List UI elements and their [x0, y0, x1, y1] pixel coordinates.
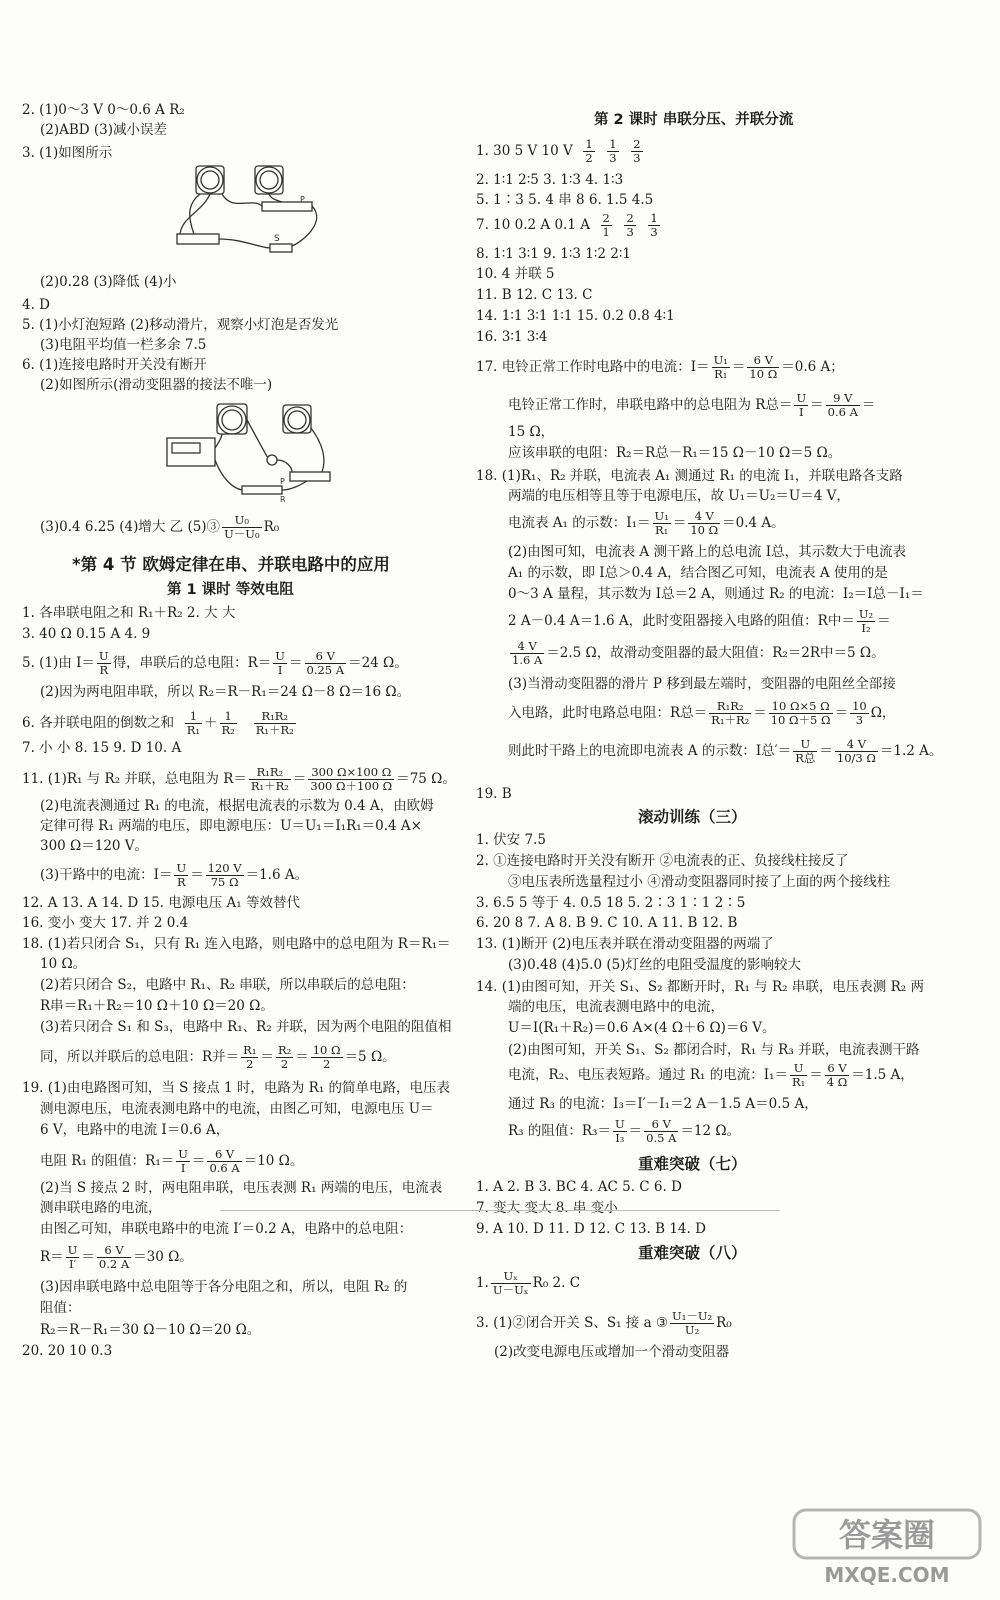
- lesson-title: 第 1 课时 等效电阻: [167, 582, 294, 598]
- answer-line: 同，所以并联后的总电阻：R并＝ $\frac{\text{R₁}}{2}$ ＝ $\frac{\text{R₂}}{2}$ ＝ $\frac{10 \Omega}{2}$ ＝5 Ω。: [40, 1043, 396, 1071]
- answer-line: 1. $\frac{\text{Uₓ}}{\text{U－Uₓ}}$ R₀ 2. C: [476, 1269, 581, 1297]
- svg-text:R: R: [280, 495, 286, 504]
- answer-line: 1. 各串联电阻之和 R₁＋R₂ 2. 大 大: [22, 605, 236, 621]
- answer-line: 15 Ω，: [508, 424, 555, 440]
- section-title: 重难突破（七）: [638, 1155, 747, 1173]
- answer-line: 7. 10 0.2 A 0.1 A $\frac{2}{1}$ $\frac{2}{3}$ $\frac{1}{3}$: [476, 211, 658, 239]
- svg-text:P: P: [280, 477, 285, 486]
- answer-line: 19. B: [476, 786, 512, 802]
- lesson-title: 第 2 课时 串联分压、并联分流: [594, 112, 794, 128]
- answer-line: 6. 各并联电阻的倒数之和 $\frac{1}{\text{R₁}}$ ＋ $\frac{1}{\text{R₂}}$ $\frac{\text{R₁R₂}}{\text{R₁＋R₂}}$: [22, 709, 294, 737]
- answer-line: 16. 变小 变大 17. 并 2 0.4: [22, 915, 189, 931]
- answer-line: 9. A 10. D 11. D 12. C 13. B 14. D: [476, 1221, 706, 1237]
- watermark-line1: 答案圈: [838, 1516, 936, 1554]
- answer-line: 11. B 12. C 13. C: [476, 287, 593, 303]
- section-title: *第 4 节 欧姆定律在串、并联电路中的应用: [72, 555, 390, 574]
- circuit-diagram-1: [172, 162, 332, 262]
- section-title: 滚动训练（三）: [638, 808, 747, 826]
- answer-line: 通过 R₃ 的电流：I₃＝I′－I₁＝2 A－1.5 A＝0.5 A，: [508, 1096, 818, 1112]
- answer-line: 5. (1)小灯泡短路 (2)移动滑片，观察小灯泡是否发光: [22, 317, 339, 333]
- answer-line: R串＝R₁＋R₂＝10 Ω＋10 Ω＝20 Ω。: [40, 998, 274, 1014]
- answer-line: 3. (1)②闭合开关 S、S₁ 接 a ③ $\frac{\text{U₁－U₂}}{\text{U₂}}$ R₀: [476, 1309, 732, 1337]
- answer-line: 10 Ω。: [40, 956, 87, 972]
- answer-line: 3. 40 Ω 0.15 A 4. 9: [22, 626, 151, 642]
- svg-text:S: S: [274, 234, 280, 244]
- answer-line: 7. 变大 变大 8. 串 变小: [476, 1200, 618, 1216]
- answer-line: R₃ 的阻值：R₃＝ $\frac{U}{\text{I₃}}$ ＝ $\frac{6 V}{0.5 A}$ ＝12 Ω。: [508, 1117, 741, 1145]
- answer-text: R₀: [263, 519, 280, 535]
- answer-line: 16. 3∶1 3∶4: [476, 329, 548, 345]
- answer-line: 0～3 A 量程，其示数为 I总＝2 A，则通过 R₂ 的电流：I₂＝I总－I₁＝: [508, 586, 924, 602]
- answer-line: 8. 1∶1 3∶1 9. 1∶3 1∶2 2∶1: [476, 246, 631, 262]
- answer-line: R₂＝R－R₁＝30 Ω－10 Ω＝20 Ω。: [40, 1322, 261, 1338]
- answer-line: 6. 20 8 7. A 8. B 9. C 10. A 11. B 12. B: [476, 915, 738, 931]
- circuit-diagram-2: [162, 398, 337, 506]
- answer-line: 12. A 13. A 14. D 15. 电源电压 A₁ 等效替代: [22, 895, 300, 911]
- answer-line: (2)0.28 (3)降低 (4)小: [40, 274, 177, 290]
- answer-line: 2. 1∶1 2∶5 3. 1∶3 4. 1∶3: [476, 172, 624, 188]
- answer-line: (2)若只闭合 S₂，电路中 R₁、R₂ 串联，所以串联后的总电阻：: [40, 977, 415, 993]
- answer-line: (3)若只闭合 S₁ 和 S₃，电路中 R₁、R₂ 并联，因为两个电阻的阻值相: [40, 1019, 452, 1035]
- answer-line: 入电路，此时电路总电阻：R总＝ $\frac{\text{R₁R₂}}{\text{R₁＋R₂}}$ ＝ $\frac{10 \Omega\times 5 \Omega}{10 \Omega+5 \Omega}$ ＝ $\frac{10}{3}$ Ω，: [508, 699, 896, 727]
- scan-divider-line: [220, 1210, 780, 1211]
- answer-line: (2)ABD (3)减小误差: [40, 122, 168, 138]
- answer-line: 20. 20 10 0.3: [22, 1343, 113, 1359]
- answer-line: 定律可得 R₁ 两端的电压，即电源电压：U＝U₁＝I₁R₁＝0.4 A×: [40, 818, 422, 834]
- answer-line: 1. 30 5 V 10 V $\frac{1}{2}$ $\frac{1}{3}$ $\frac{2}{3}$: [476, 137, 641, 165]
- answer-line: (3)电阻平均值一栏多余 7.5: [40, 337, 207, 353]
- answer-line: U＝I(R₁＋R₂)＝0.6 A×(4 Ω＋6 Ω)＝6 V。: [508, 1020, 776, 1036]
- answer-line: 电流表 A₁ 的示数：I₁＝ $\frac{\text{U₁}}{\text{R₁}}$ ＝ $\frac{4 V}{10 \Omega}$ ＝0.4 A。: [508, 509, 785, 537]
- answer-line: 2. (1)0～3 V 0～0.6 A R₂: [22, 102, 185, 118]
- answer-line: 300 Ω＝120 V。: [40, 838, 149, 854]
- answer-line: R＝ $\frac{U}{I'}$ ＝ $\frac{6 V}{0.2 A}$ ＝30 Ω。: [40, 1243, 193, 1271]
- answer-line: 18. (1)R₁、R₂ 并联，电流表 A₁ 测通过 R₁ 的电流 I₁，并联电路各支路: [476, 468, 903, 484]
- answer-line: (2)改变电源电压或增加一个滑动变阻器: [494, 1344, 730, 1360]
- answer-line: 7. 小 小 8. 15 9. D 10. A: [22, 740, 182, 756]
- answer-line: 3. 6.5 5 等于 4. 0.5 18 5. 2∶3 1∶1 2∶5: [476, 895, 746, 911]
- answer-line: 测串联电路的电流，: [40, 1200, 162, 1216]
- watermark-logo: [792, 1508, 982, 1588]
- answer-line: 电铃正常工作时，串联电路中的总电阻为 R总＝ $\frac{U}{I}$ ＝ $\frac{9 V}{0.6 A}$ ＝: [508, 391, 876, 419]
- answer-line: ③电压表所选量程过小 ④滑动变阻器同时接了上面的两个接线柱: [508, 874, 891, 890]
- section-title: 重难突破（八）: [638, 1244, 747, 1262]
- answer-line: 5. (1)由 I＝ $\frac{U}{R}$ 得，串联后的总电阻：R＝ $\frac{U}{I}$ ＝ $\frac{6 V}{0.25 A}$ ＝24 Ω。: [22, 649, 408, 677]
- answer-line: 两端的电压相等且等于电源电压，故 U₁＝U₂＝U＝4 V，: [508, 488, 850, 504]
- answer-line: 17. 电铃正常工作时电路中的电流：I＝ $\frac{\text{U₁}}{\text{R₁}}$ ＝ $\frac{6 V}{10 \Omega}$ ＝0.6 A；: [476, 353, 844, 381]
- answer-line: (2)由图可知，电流表 A 测干路上的总电流 I总，其示数大于电流表: [508, 544, 907, 560]
- answer-line: 阻值：: [40, 1300, 81, 1316]
- answer-line: (3)当滑动变阻器的滑片 P 移到最左端时，变阻器的电阻丝全部接: [508, 676, 896, 692]
- answer-line: (2)由图可知，开关 S₁、S₂ 都闭合时，R₁ 与 R₃ 并联，电流表测干路: [508, 1042, 920, 1058]
- answer-line: (3)因串联电路中总电阻等于各分电阻之和，所以，电阻 R₂ 的: [40, 1279, 408, 1295]
- answer-line: 由图乙可知，串联电路中的电流 I′＝0.2 A，电路中的总电阻：: [40, 1221, 413, 1237]
- answer-line: 1. 伏安 7.5: [476, 832, 546, 848]
- answer-line: 2 A－0.4 A＝1.6 A，此时变阻器接入电路的阻值：R中＝ $\frac{\text{U₂}}{\text{I₂}}$ ＝: [508, 607, 891, 635]
- answer-line: 3. (1)如图所示: [22, 145, 113, 161]
- answer-line: $\frac{4 V}{1.6 A}$ ＝2.5 Ω，故滑动变阻器的最大阻值：R₂＝2R中＝5 Ω。: [512, 639, 885, 667]
- answer-line: 6 V，电路中的电流 I＝0.6 A，: [40, 1122, 230, 1138]
- answer-line: 18. (1)若只闭合 S₁，只有 R₁ 连入电路，则电路中的总电阻为 R＝R₁＝: [22, 936, 451, 952]
- answer-line: (2)如图所示(滑动变阻器的接法不唯一): [40, 377, 273, 393]
- answer-line: 则此时干路上的电流即电流表 A 的示数：I总′＝ $\frac{U}{\text{R总}}$ ＝ $\frac{4 V}{10/3 \Omega}$ ＝1.2 A。: [508, 737, 943, 765]
- answer-line: (3)干路中的电流：I＝ $\frac{U}{R}$ ＝ $\frac{120 V}{75 \Omega}$ ＝1.6 A。: [40, 861, 309, 889]
- fraction: $\frac{\text{U₀}}{\text{U－U₀}}$: [224, 513, 260, 541]
- answer-line: 14. (1)由图可知，开关 S₁、S₂ 都断开时，R₁ 与 R₂ 串联，电压表测 R₂ 两: [476, 979, 924, 995]
- answer-line: (2)当 S 接点 2 时，两电阻串联，电压表测 R₁ 两端的电压，电流表: [40, 1180, 443, 1196]
- answer-line: A₁ 的示数，即 I总＞0.4 A，结合图乙可知，电流表 A 使用的是: [508, 565, 888, 581]
- svg-text:P: P: [300, 195, 305, 204]
- answer-line: 6. (1)连接电路时开关没有断开: [22, 357, 207, 373]
- answer-line: 电阻 R₁ 的阻值：R₁＝ $\frac{U}{I}$ ＝ $\frac{6 V}{0.6 A}$ ＝10 Ω。: [40, 1147, 304, 1175]
- answer-text: (3)0.4 6.25 (4)增大 乙 (5)③: [40, 519, 221, 535]
- answer-line: 5. 1∶3 5. 4 串 8 6. 1.5 4.5: [476, 192, 654, 208]
- answer-line: 端的电压，电流表测电路中的电流，: [508, 999, 724, 1015]
- answer-line: 测电源电压，电流表测电路中的电流，由图乙可知，电源电压 U＝: [40, 1101, 434, 1117]
- answer-line: (3)0.48 (4)5.0 (5)灯丝的电阻受温度的影响较大: [508, 957, 801, 973]
- answer-line: 1. A 2. B 3. BC 4. AC 5. C 6. D: [476, 1179, 682, 1195]
- answer-line: 电流，R₂、电压表短路。通过 R₁ 的电流：I₁＝ $\frac{U}{\text{R₁}}$ ＝ $\frac{6 V}{4 \Omega}$ ＝1.5 A，: [508, 1061, 914, 1089]
- answer-line: (2)电流表测通过 R₁ 的电流，根据电流表的示数为 0.4 A，由欧姆: [40, 798, 434, 814]
- watermark-line2: MXQE.COM: [824, 1563, 950, 1587]
- answer-line: 4. D: [22, 297, 50, 313]
- answer-line: 19. (1)由电路图可知，当 S 接点 1 时，电路为 R₁ 的简单电路，电压表: [22, 1080, 451, 1096]
- answer-line: 10. 4 并联 5: [476, 266, 555, 282]
- answer-line: 应该串联的电阻：R₂＝R总－R₁＝15 Ω－10 Ω＝5 Ω。: [508, 445, 842, 461]
- answer-line: [40, 514, 279, 541]
- answer-line: 11. (1)R₁ 与 R₂ 并联，总电阻为 R＝ $\frac{\text{R₁R₂}}{\text{R₁＋R₂}}$ ＝ $\frac{300 \Omega\times 100 \Omega}{300 \Omega+100 \Omega}$ ＝75 Ω。: [22, 765, 456, 793]
- answer-line: 14. 1∶1 3∶1 1∶1 15. 0.2 0.8 4∶1: [476, 308, 675, 324]
- answer-line: 2. ①连接电路时开关没有断开 ②电流表的正、负接线柱接反了: [476, 853, 849, 869]
- answer-line: (2)因为两电阻串联，所以 R₂＝R－R₁＝24 Ω－8 Ω＝16 Ω。: [40, 684, 411, 700]
- answer-line: 13. (1)断开 (2)电压表并联在滑动变阻器的两端了: [476, 936, 774, 952]
